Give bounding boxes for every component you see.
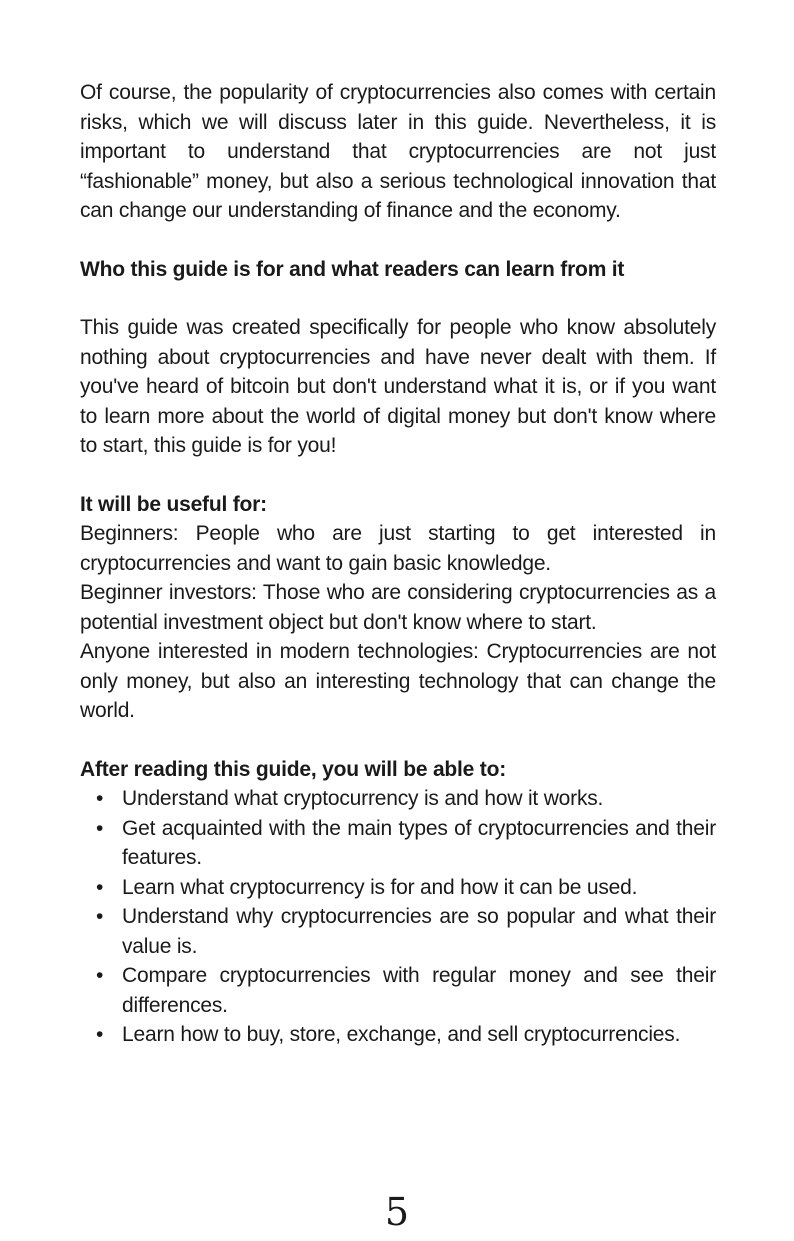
bullet-icon: • bbox=[96, 787, 104, 810]
list-item bbox=[80, 784, 716, 814]
useful-item-technology-enthusiasts: Anyone interested in modern technologies: Cryptocurrencies are not only money, but also an interesting technology that can change the world. bbox=[80, 640, 716, 722]
useful-item-beginner-investors: Beginner investors: Those who are considering cryptocurrencies as a potential investment object but don't know where to start. bbox=[80, 581, 716, 634]
outcomes-list bbox=[80, 784, 716, 1050]
bullet-icon: • bbox=[96, 816, 104, 840]
list-item-text: Learn what cryptocurrency is for and how it can be used. bbox=[122, 875, 638, 899]
spacer bbox=[80, 726, 716, 755]
who-section-heading: Who this guide is for and what readers can learn from it bbox=[80, 257, 625, 281]
list-item-text: Understand why cryptocurrencies are so popular and what their value is. bbox=[122, 905, 716, 958]
bullet-icon: • bbox=[96, 964, 104, 987]
list-item bbox=[80, 1020, 716, 1050]
list-item-text: Get acquainted with the main types of cryptocurrencies and their features. bbox=[122, 816, 716, 869]
document-page bbox=[80, 78, 716, 1050]
spacer bbox=[80, 461, 716, 490]
useful-item-beginners: Beginners: People who are just starting to get interested in cryptocurrencies and want to gain basic knowledge. bbox=[80, 522, 716, 575]
useful-section-heading: It will be useful for: bbox=[80, 492, 267, 516]
list-item bbox=[80, 814, 716, 873]
intro-paragraph: Of course, the popularity of cryptocurrencies also comes with certain risks, which we will discuss later in this guide. Nevertheless, it is important to understand that cryptocurrencies are not just “fashionable” money, but also a serious technological innovation that can change our understanding of finance and the economy. bbox=[80, 81, 716, 222]
list-item-text: Learn how to buy, store, exchange, and sell cryptocurrencies. bbox=[122, 1023, 681, 1046]
after-section-heading: After reading this guide, you will be able to: bbox=[80, 757, 507, 781]
bullet-icon: • bbox=[96, 1023, 104, 1046]
bullet-icon: • bbox=[96, 905, 104, 928]
page-number: 5 bbox=[384, 1190, 410, 1234]
list-item bbox=[80, 873, 716, 903]
list-item bbox=[80, 961, 716, 1020]
list-item bbox=[80, 902, 716, 961]
list-item-text: Understand what cryptocurrency is and how it works. bbox=[122, 787, 604, 810]
list-item-text: Compare cryptocurrencies with regular money and see their differences. bbox=[122, 964, 716, 1017]
spacer bbox=[80, 284, 716, 313]
spacer bbox=[80, 226, 716, 255]
bullet-icon: • bbox=[96, 875, 104, 899]
who-section-paragraph: This guide was created specifically for people who know absolutely nothing about cryptocurrencies and have never dealt with them. If you've heard of bitcoin but don't understand what it is, or if you want to learn more about the world of digital money but don't know where to start, this guide is for you! bbox=[80, 316, 716, 457]
